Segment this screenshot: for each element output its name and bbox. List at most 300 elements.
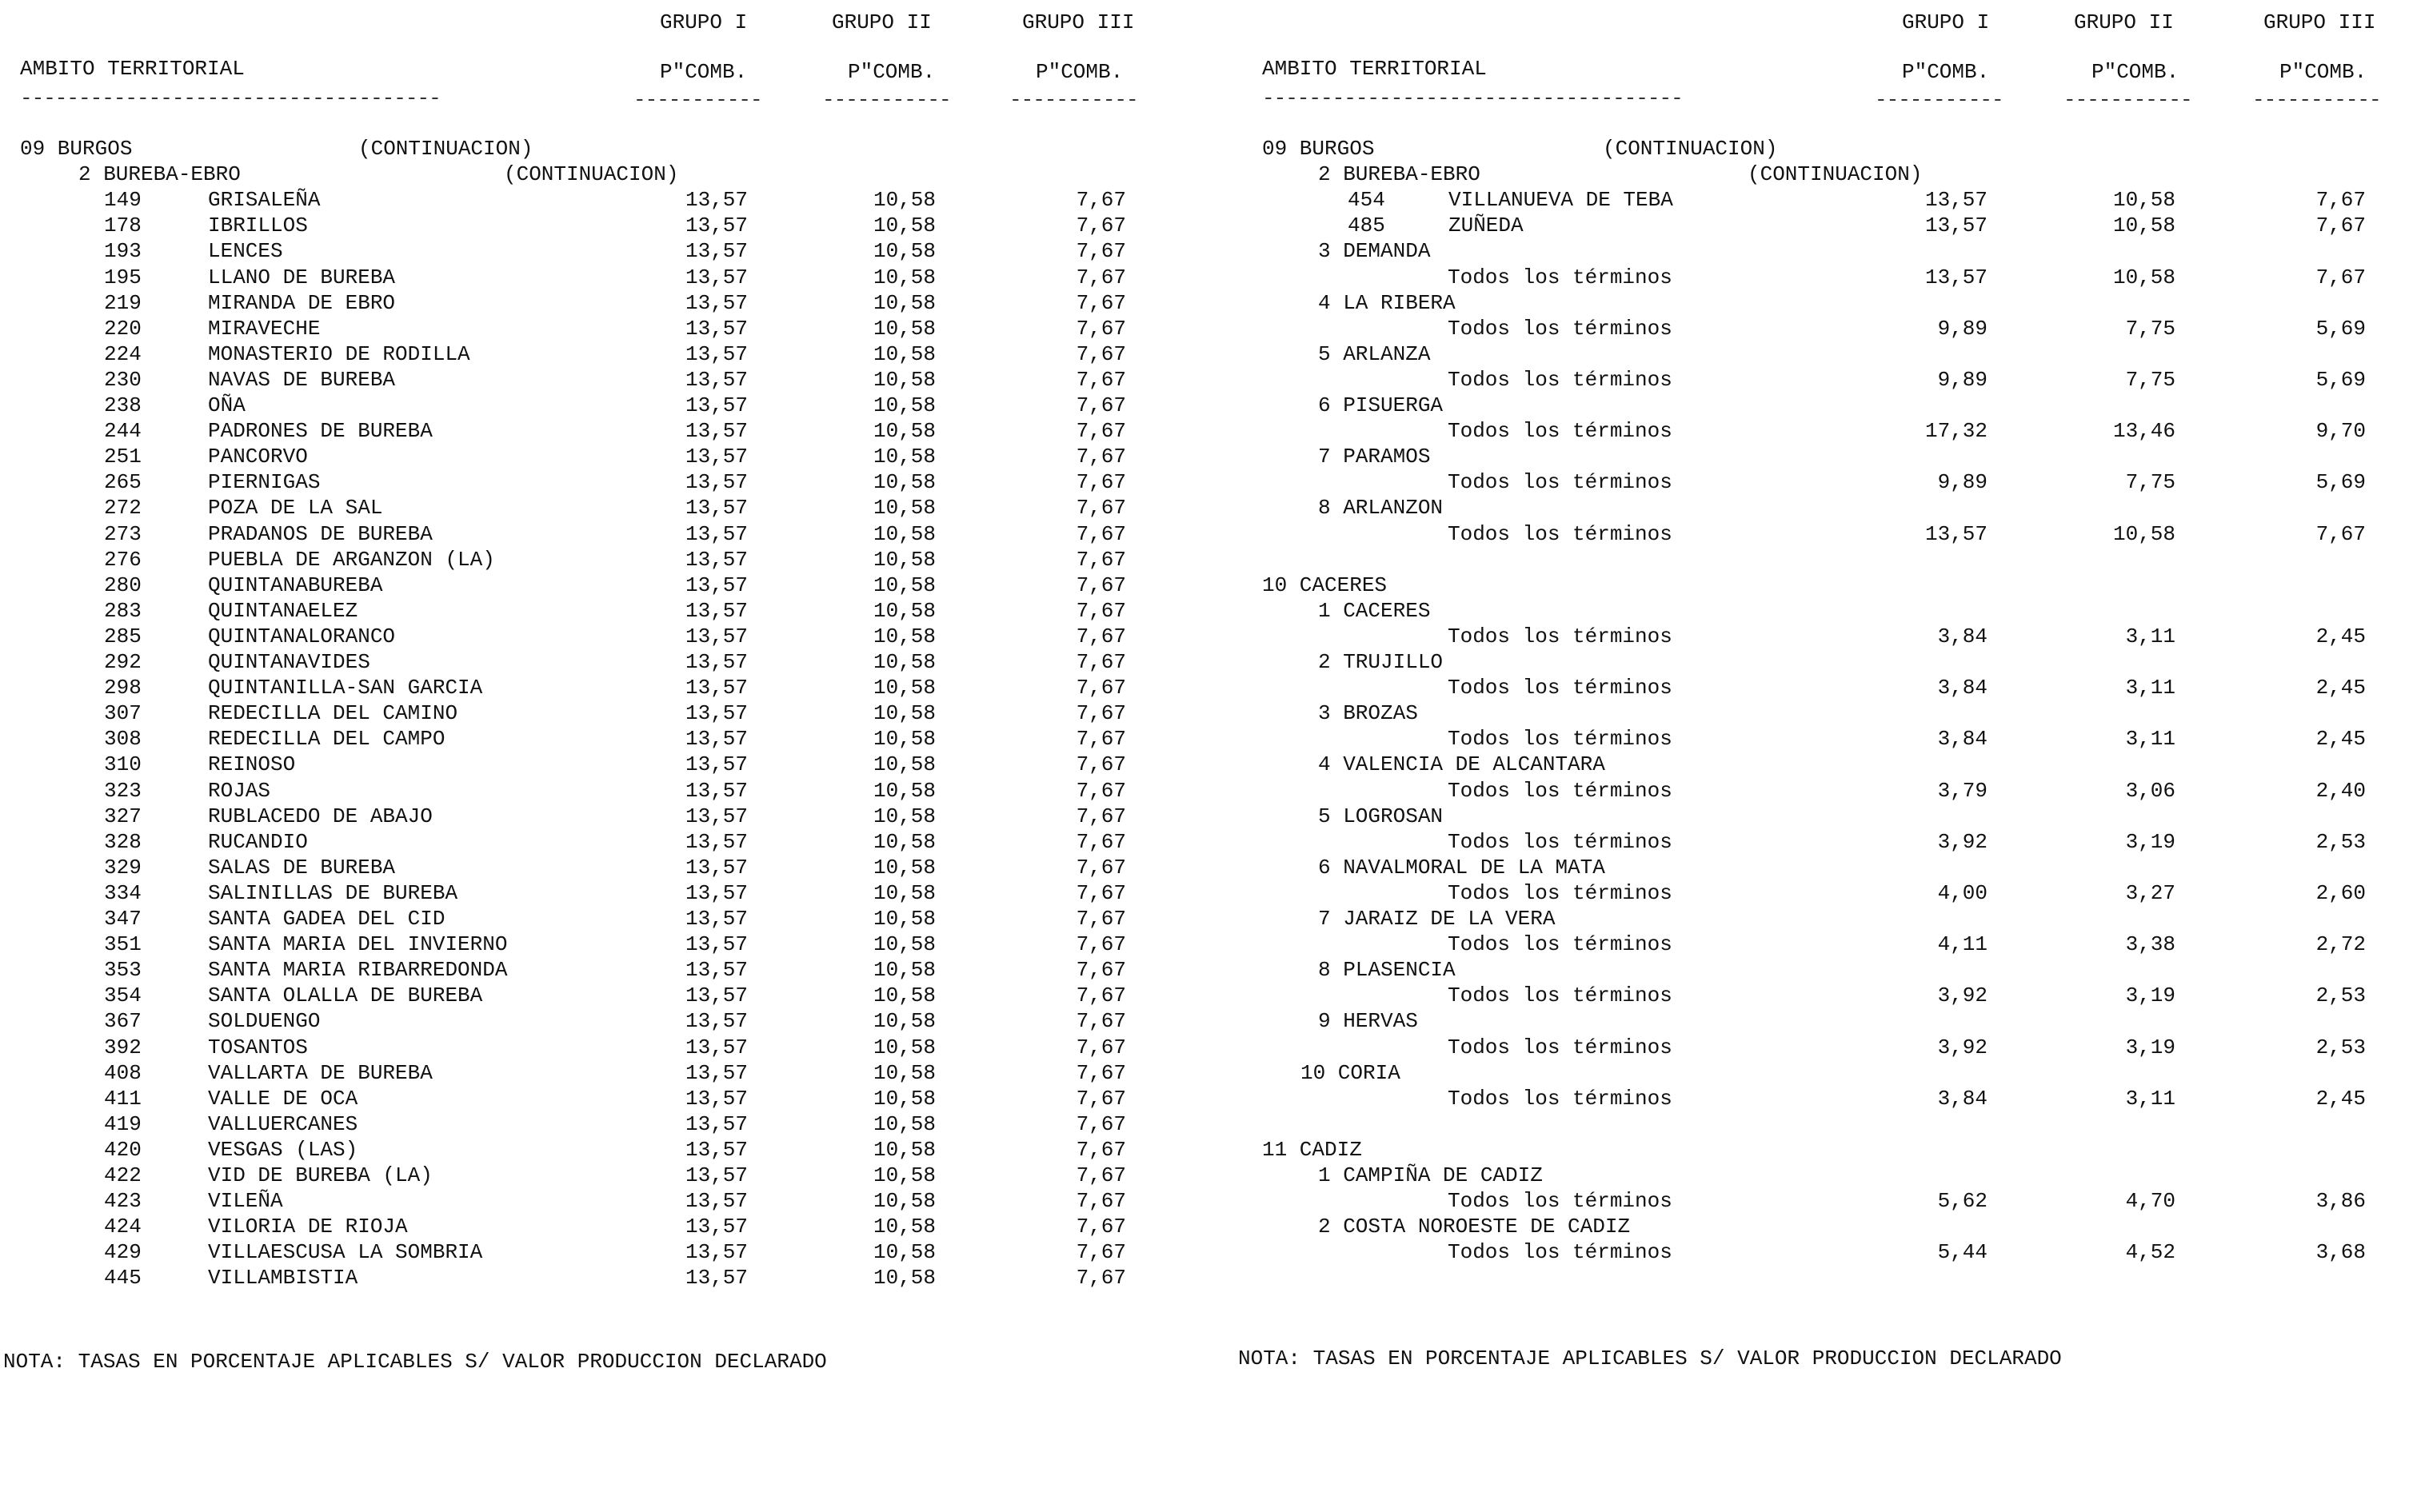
grupo-3-value: 5,69 — [2315, 317, 2366, 341]
grupo-3-value: 7,67 — [1076, 701, 1126, 725]
municipality-code: 230 — [104, 368, 142, 392]
grupo-3-value: 7,67 — [1076, 624, 1126, 648]
grupo-1-value: 13,57 — [685, 881, 748, 905]
comarca-heading: 2 TRUJILLO — [1318, 650, 1444, 674]
grupo-2-value: 10,58 — [873, 983, 936, 1007]
grupo-2-value: 10,58 — [873, 419, 936, 443]
grupo-1-value: 13,57 — [685, 1189, 748, 1213]
comarca-heading: 2 COSTA NOROESTE DE CADIZ — [1318, 1215, 1631, 1239]
all-terms-label: Todos los términos — [1448, 419, 1672, 443]
grupo-2-value: 13,46 — [2112, 419, 2175, 443]
comarca-heading: 8 PLASENCIA — [1318, 958, 1456, 982]
grupo-3-value: 7,67 — [1076, 1266, 1126, 1290]
municipality-code: 334 — [104, 881, 142, 905]
municipality-code: 328 — [104, 830, 142, 854]
grupo-1-value: 13,57 — [685, 496, 748, 520]
grupo-3-value: 7,67 — [1076, 1009, 1126, 1033]
grupo-1-value: 3,92 — [1937, 830, 1988, 854]
grupo-1-value: 3,79 — [1937, 779, 1988, 803]
ambito-label: AMBITO TERRITORIAL — [20, 57, 245, 81]
all-terms-label: Todos los términos — [1448, 932, 1672, 956]
grupo-1-value: 13,57 — [685, 701, 748, 725]
municipality-name: GRISALEÑA — [208, 188, 321, 212]
grupo-3-value: 7,67 — [1076, 1163, 1126, 1187]
grupo-1-value: 13,57 — [685, 1240, 748, 1264]
all-terms-label: Todos los términos — [1448, 522, 1672, 546]
grupo-1-value: 13,57 — [685, 958, 748, 982]
municipality-name: VALLE DE OCA — [208, 1087, 358, 1111]
grupo-3-value: 7,67 — [1076, 1189, 1126, 1213]
grupo-3-value: 2,45 — [2315, 1087, 2366, 1111]
grupo-2-value: 10,58 — [873, 393, 936, 417]
municipality-code: 272 — [104, 496, 142, 520]
all-terms-label: Todos los términos — [1448, 983, 1672, 1007]
left-column — [0, 0, 1208, 1512]
comarca-heading: 4 VALENCIA DE ALCANTARA — [1318, 752, 1605, 776]
grupo-2-value: 3,27 — [2125, 881, 2175, 905]
grupo-2-value: 10,58 — [873, 522, 936, 546]
grupo-3-value: 7,67 — [1076, 1138, 1126, 1162]
grupo-1-value: 13,57 — [685, 470, 748, 494]
grupo-2-value: 10,58 — [873, 496, 936, 520]
municipality-code: 238 — [104, 393, 142, 417]
grupo-3-value: 7,67 — [1076, 881, 1126, 905]
municipality-code: 329 — [104, 856, 142, 880]
municipality-name: REINOSO — [208, 752, 296, 776]
comarca-note: (CONTINUACION) — [504, 162, 679, 187]
group-rule-1: ----------- — [1875, 88, 2004, 112]
municipality-code: 149 — [104, 188, 142, 212]
grupo-2-value: 3,19 — [2125, 830, 2175, 854]
municipality-name: OÑA — [208, 393, 246, 417]
municipality-name: VILLAESCUSA LA SOMBRIA — [208, 1240, 483, 1264]
comb-label-2: P"COMB. — [2091, 60, 2179, 84]
municipality-name: SANTA MARIA DEL INVIERNO — [208, 932, 508, 956]
grupo-1-value: 4,11 — [1937, 932, 1988, 956]
comarca-heading: 7 JARAIZ DE LA VERA — [1318, 907, 1556, 931]
grupo-1-value: 13,57 — [685, 419, 748, 443]
ambito-rule: ------------------------------------ — [1262, 86, 1683, 110]
municipality-name: TOSANTOS — [208, 1035, 308, 1059]
province-heading: 10 CACERES — [1262, 573, 1388, 597]
grupo-2-value: 10,58 — [873, 752, 936, 776]
grupo-1-value: 13,57 — [685, 291, 748, 315]
grupo-2-value: 10,58 — [873, 239, 936, 263]
grupo-2-value: 10,58 — [873, 932, 936, 956]
grupo-3-value: 7,67 — [1076, 470, 1126, 494]
grupo-3-value: 7,67 — [1076, 1087, 1126, 1111]
grupo-1-value: 13,57 — [685, 393, 748, 417]
grupo-2-value: 10,58 — [873, 1215, 936, 1239]
grupo-3-value: 2,72 — [2315, 932, 2366, 956]
municipality-code: 424 — [104, 1215, 142, 1239]
municipality-name: LENCES — [208, 239, 283, 263]
municipality-code: 219 — [104, 291, 142, 315]
grupo-2-value: 7,75 — [2125, 317, 2175, 341]
municipality-name: VESGAS (LAS) — [208, 1138, 358, 1162]
municipality-code: 420 — [104, 1138, 142, 1162]
grupo-1-value: 13,57 — [685, 932, 748, 956]
grupo-3-value: 3,68 — [2315, 1240, 2366, 1264]
grupo-2-value: 10,58 — [873, 1240, 936, 1264]
group-title-1: GRUPO I — [1902, 10, 1990, 34]
grupo-1-value: 13,57 — [685, 1009, 748, 1033]
grupo-3-value: 7,67 — [1076, 419, 1126, 443]
municipality-code: 285 — [104, 624, 142, 648]
municipality-name: LLANO DE BUREBA — [208, 265, 396, 289]
comarca-heading: 7 PARAMOS — [1318, 445, 1431, 469]
grupo-2-value: 10,58 — [873, 907, 936, 931]
all-terms-label: Todos los términos — [1448, 779, 1672, 803]
grupo-2-value: 7,75 — [2125, 368, 2175, 392]
grupo-1-value: 13,57 — [685, 804, 748, 828]
grupo-3-value: 2,45 — [2315, 727, 2366, 751]
grupo-3-value: 7,67 — [1076, 907, 1126, 931]
municipality-name: MONASTERIO DE RODILLA — [208, 342, 470, 366]
municipality-name: PUEBLA DE ARGANZON (LA) — [208, 548, 495, 572]
group-title-3: GRUPO III — [1022, 10, 1135, 34]
municipality-name: SOLDUENGO — [208, 1009, 321, 1033]
municipality-code: 423 — [104, 1189, 142, 1213]
grupo-2-value: 10,58 — [873, 1112, 936, 1136]
grupo-1-value: 13,57 — [685, 1138, 748, 1162]
grupo-1-value: 13,57 — [685, 548, 748, 572]
municipality-code: 422 — [104, 1163, 142, 1187]
grupo-3-value: 2,45 — [2315, 624, 2366, 648]
grupo-3-value: 7,67 — [1076, 548, 1126, 572]
municipality-name: IBRILLOS — [208, 213, 308, 237]
all-terms-label: Todos los términos — [1448, 317, 1672, 341]
municipality-name: MIRAVECHE — [208, 317, 321, 341]
comb-label-3: P"COMB. — [1036, 60, 1124, 84]
grupo-1-value: 13,57 — [685, 624, 748, 648]
grupo-2-value: 3,11 — [2125, 1087, 2175, 1111]
footnote: NOTA: TASAS EN PORCENTAJE APLICABLES S/ VALOR PRODUCCION DECLARADO — [1238, 1346, 2062, 1370]
grupo-1-value: 13,57 — [685, 1266, 748, 1290]
grupo-3-value: 7,67 — [1076, 1112, 1126, 1136]
province-note: (CONTINUACION) — [1603, 137, 1778, 161]
grupo-1-value: 13,57 — [685, 779, 748, 803]
grupo-2-value: 3,06 — [2125, 779, 2175, 803]
municipality-name: REDECILLA DEL CAMPO — [208, 727, 445, 751]
grupo-2-value: 10,58 — [873, 573, 936, 597]
grupo-2-value: 3,38 — [2125, 932, 2175, 956]
grupo-2-value: 7,75 — [2125, 470, 2175, 494]
municipality-code: 283 — [104, 599, 142, 623]
grupo-1-value: 3,84 — [1937, 624, 1988, 648]
grupo-3-value: 7,67 — [1076, 599, 1126, 623]
grupo-1-value: 9,89 — [1937, 368, 1988, 392]
grupo-2-value: 10,58 — [873, 1266, 936, 1290]
grupo-3-value: 9,70 — [2315, 419, 2366, 443]
grupo-1-value: 13,57 — [685, 188, 748, 212]
grupo-2-value: 3,11 — [2125, 727, 2175, 751]
comb-label-2: P"COMB. — [848, 60, 936, 84]
comb-label-1: P"COMB. — [1902, 60, 1990, 84]
grupo-3-value: 2,45 — [2315, 676, 2366, 700]
municipality-name: SANTA GADEA DEL CID — [208, 907, 445, 931]
grupo-2-value: 10,58 — [873, 368, 936, 392]
grupo-1-value: 3,84 — [1937, 1087, 1988, 1111]
municipality-code: 276 — [104, 548, 142, 572]
municipality-name: RUCANDIO — [208, 830, 308, 854]
municipality-name: NAVAS DE BUREBA — [208, 368, 396, 392]
grupo-2-value: 10,58 — [873, 1009, 936, 1033]
municipality-code: 298 — [104, 676, 142, 700]
grupo-2-value: 3,11 — [2125, 624, 2175, 648]
municipality-code: 195 — [104, 265, 142, 289]
municipality-name: QUINTANABUREBA — [208, 573, 383, 597]
grupo-3-value: 7,67 — [2315, 188, 2366, 212]
grupo-3-value: 7,67 — [1076, 522, 1126, 546]
grupo-1-value: 13,57 — [685, 265, 748, 289]
municipality-name: SANTA OLALLA DE BUREBA — [208, 983, 483, 1007]
municipality-code: 178 — [104, 213, 142, 237]
ambito-rule: ------------------------------------ — [20, 86, 441, 110]
grupo-2-value: 10,58 — [873, 779, 936, 803]
municipality-name: MIRANDA DE EBRO — [208, 291, 396, 315]
all-terms-label: Todos los términos — [1448, 1035, 1672, 1059]
grupo-3-value: 7,67 — [1076, 445, 1126, 469]
municipality-code: 351 — [104, 932, 142, 956]
grupo-2-value: 10,58 — [873, 727, 936, 751]
municipality-code: 485 — [1348, 213, 1385, 237]
province-note: (CONTINUACION) — [358, 137, 533, 161]
municipality-code: 327 — [104, 804, 142, 828]
comarca-heading: 3 BROZAS — [1318, 701, 1418, 725]
grupo-3-value: 5,69 — [2315, 470, 2366, 494]
grupo-3-value: 7,67 — [1076, 393, 1126, 417]
grupo-2-value: 10,58 — [873, 958, 936, 982]
grupo-3-value: 2,40 — [2315, 779, 2366, 803]
grupo-2-value: 10,58 — [873, 1087, 936, 1111]
grupo-2-value: 10,58 — [873, 830, 936, 854]
grupo-2-value: 3,19 — [2125, 983, 2175, 1007]
grupo-1-value: 13,57 — [685, 650, 748, 674]
municipality-code: 419 — [104, 1112, 142, 1136]
grupo-3-value: 2,53 — [2315, 983, 2366, 1007]
municipality-code: 392 — [104, 1035, 142, 1059]
group-title-1: GRUPO I — [660, 10, 748, 34]
grupo-3-value: 7,67 — [1076, 983, 1126, 1007]
municipality-code: 353 — [104, 958, 142, 982]
grupo-3-value: 7,67 — [1076, 932, 1126, 956]
footnote: NOTA: TASAS EN PORCENTAJE APLICABLES S/ VALOR PRODUCCION DECLARADO — [3, 1350, 827, 1374]
all-terms-label: Todos los términos — [1448, 830, 1672, 854]
grupo-3-value: 2,53 — [2315, 830, 2366, 854]
grupo-1-value: 13,57 — [685, 368, 748, 392]
grupo-2-value: 10,58 — [2112, 265, 2175, 289]
grupo-2-value: 10,58 — [873, 701, 936, 725]
grupo-1-value: 3,84 — [1937, 676, 1988, 700]
grupo-2-value: 10,58 — [873, 470, 936, 494]
municipality-code: 323 — [104, 779, 142, 803]
grupo-3-value: 7,67 — [1076, 752, 1126, 776]
grupo-1-value: 9,89 — [1937, 317, 1988, 341]
grupo-1-value: 13,57 — [685, 522, 748, 546]
grupo-3-value: 7,67 — [1076, 1215, 1126, 1239]
grupo-3-value: 7,67 — [1076, 856, 1126, 880]
grupo-1-value: 13,57 — [685, 1163, 748, 1187]
group-rule-1: ----------- — [633, 88, 762, 112]
all-terms-label: Todos los términos — [1448, 881, 1672, 905]
grupo-3-value: 7,67 — [1076, 650, 1126, 674]
grupo-3-value: 2,60 — [2315, 881, 2366, 905]
grupo-1-value: 13,57 — [685, 213, 748, 237]
grupo-3-value: 7,67 — [1076, 1240, 1126, 1264]
ambito-label: AMBITO TERRITORIAL — [1262, 57, 1487, 81]
all-terms-label: Todos los términos — [1448, 727, 1672, 751]
group-rule-3: ----------- — [1009, 88, 1138, 112]
municipality-name: SALAS DE BUREBA — [208, 856, 396, 880]
grupo-3-value: 7,67 — [1076, 188, 1126, 212]
grupo-1-value: 13,57 — [685, 856, 748, 880]
municipality-name: ROJAS — [208, 779, 271, 803]
municipality-code: 251 — [104, 445, 142, 469]
grupo-3-value: 7,67 — [1076, 676, 1126, 700]
grupo-3-value: 7,67 — [2315, 213, 2366, 237]
comarca-heading: 8 ARLANZON — [1318, 496, 1444, 520]
grupo-1-value: 3,92 — [1937, 1035, 1988, 1059]
municipality-name: POZA DE LA SAL — [208, 496, 383, 520]
grupo-2-value: 10,58 — [873, 624, 936, 648]
comarca-heading: 5 ARLANZA — [1318, 342, 1431, 366]
all-terms-label: Todos los términos — [1448, 265, 1672, 289]
municipality-name: ZUÑEDA — [1448, 213, 1524, 237]
grupo-2-value: 3,11 — [2125, 676, 2175, 700]
municipality-name: QUINTANILLA-SAN GARCIA — [208, 676, 483, 700]
grupo-3-value: 7,67 — [1076, 830, 1126, 854]
grupo-1-value: 13,57 — [1924, 213, 1988, 237]
grupo-2-value: 10,58 — [873, 599, 936, 623]
municipality-code: 265 — [104, 470, 142, 494]
municipality-code: 445 — [104, 1266, 142, 1290]
comarca-heading: 1 CAMPIÑA DE CADIZ — [1318, 1163, 1543, 1187]
grupo-2-value: 4,70 — [2125, 1189, 2175, 1213]
comarca-heading: 10 CORIA — [1300, 1061, 1400, 1085]
grupo-2-value: 10,58 — [873, 1189, 936, 1213]
grupo-3-value: 2,53 — [2315, 1035, 2366, 1059]
grupo-3-value: 7,67 — [1076, 368, 1126, 392]
municipality-code: 354 — [104, 983, 142, 1007]
all-terms-label: Todos los términos — [1448, 368, 1672, 392]
municipality-code: 347 — [104, 907, 142, 931]
municipality-code: 454 — [1348, 188, 1385, 212]
group-title-2: GRUPO II — [832, 10, 932, 34]
grupo-2-value: 10,58 — [873, 188, 936, 212]
grupo-2-value: 10,58 — [873, 650, 936, 674]
grupo-1-value: 13,57 — [685, 1035, 748, 1059]
all-terms-label: Todos los términos — [1448, 624, 1672, 648]
comarca-heading: 2 BUREBA-EBRO — [1318, 162, 1480, 186]
right-column — [1238, 0, 2417, 1512]
municipality-code: 280 — [104, 573, 142, 597]
grupo-1-value: 13,57 — [685, 983, 748, 1007]
comarca-heading: 6 NAVALMORAL DE LA MATA — [1318, 856, 1605, 880]
grupo-1-value: 13,57 — [1924, 522, 1988, 546]
grupo-2-value: 10,58 — [873, 1138, 936, 1162]
grupo-1-value: 13,57 — [685, 830, 748, 854]
grupo-1-value: 13,57 — [1924, 188, 1988, 212]
grupo-3-value: 7,67 — [1076, 1035, 1126, 1059]
comarca-heading: 3 DEMANDA — [1318, 239, 1431, 263]
grupo-3-value: 7,67 — [2315, 265, 2366, 289]
municipality-code: 429 — [104, 1240, 142, 1264]
municipality-name: VILLAMBISTIA — [208, 1266, 358, 1290]
grupo-1-value: 13,57 — [685, 445, 748, 469]
grupo-1-value: 3,92 — [1937, 983, 1988, 1007]
grupo-2-value: 10,58 — [873, 291, 936, 315]
all-terms-label: Todos los términos — [1448, 1087, 1672, 1111]
grupo-1-value: 13,57 — [685, 1112, 748, 1136]
grupo-2-value: 10,58 — [873, 1061, 936, 1085]
municipality-name: VALLARTA DE BUREBA — [208, 1061, 433, 1085]
grupo-3-value: 7,67 — [1076, 496, 1126, 520]
municipality-name: VILORIA DE RIOJA — [208, 1215, 408, 1239]
grupo-3-value: 7,67 — [1076, 239, 1126, 263]
grupo-1-value: 13,57 — [685, 599, 748, 623]
municipality-code: 308 — [104, 727, 142, 751]
grupo-3-value: 7,67 — [1076, 958, 1126, 982]
grupo-3-value: 7,67 — [1076, 804, 1126, 828]
grupo-2-value: 10,58 — [873, 548, 936, 572]
grupo-3-value: 7,67 — [1076, 1061, 1126, 1085]
municipality-name: PANCORVO — [208, 445, 308, 469]
municipality-code: 224 — [104, 342, 142, 366]
municipality-code: 408 — [104, 1061, 142, 1085]
municipality-code: 292 — [104, 650, 142, 674]
municipality-name: QUINTANAVIDES — [208, 650, 370, 674]
municipality-name: QUINTANAELEZ — [208, 599, 358, 623]
municipality-code: 310 — [104, 752, 142, 776]
municipality-name: PRADANOS DE BUREBA — [208, 522, 433, 546]
municipality-name: VALLUERCANES — [208, 1112, 358, 1136]
comarca-heading: 4 LA RIBERA — [1318, 291, 1456, 315]
grupo-3-value: 5,69 — [2315, 368, 2366, 392]
comarca-heading: 6 PISUERGA — [1318, 393, 1444, 417]
grupo-3-value: 7,67 — [1076, 317, 1126, 341]
grupo-1-value: 4,00 — [1937, 881, 1988, 905]
municipality-code: 244 — [104, 419, 142, 443]
municipality-name: SANTA MARIA RIBARREDONDA — [208, 958, 508, 982]
grupo-2-value: 10,58 — [2112, 213, 2175, 237]
comb-label-1: P"COMB. — [660, 60, 748, 84]
group-rule-3: ----------- — [2252, 88, 2381, 112]
grupo-1-value: 13,57 — [685, 342, 748, 366]
grupo-2-value: 10,58 — [873, 265, 936, 289]
municipality-name: PIERNIGAS — [208, 470, 321, 494]
grupo-2-value: 10,58 — [873, 1163, 936, 1187]
grupo-3-value: 7,67 — [1076, 342, 1126, 366]
municipality-name: RUBLACEDO DE ABAJO — [208, 804, 433, 828]
grupo-3-value: 7,67 — [2315, 522, 2366, 546]
municipality-name: SALINILLAS DE BUREBA — [208, 881, 458, 905]
grupo-2-value: 10,58 — [873, 881, 936, 905]
grupo-2-value: 10,58 — [2112, 188, 2175, 212]
grupo-3-value: 7,67 — [1076, 213, 1126, 237]
municipality-code: 220 — [104, 317, 142, 341]
grupo-2-value: 3,19 — [2125, 1035, 2175, 1059]
grupo-1-value: 13,57 — [685, 727, 748, 751]
grupo-2-value: 10,58 — [873, 445, 936, 469]
grupo-1-value: 13,57 — [685, 573, 748, 597]
municipality-name: VILEÑA — [208, 1189, 283, 1213]
grupo-1-value: 13,57 — [685, 317, 748, 341]
municipality-code: 193 — [104, 239, 142, 263]
grupo-1-value: 3,84 — [1937, 727, 1988, 751]
grupo-1-value: 13,57 — [685, 1215, 748, 1239]
municipality-code: 307 — [104, 701, 142, 725]
